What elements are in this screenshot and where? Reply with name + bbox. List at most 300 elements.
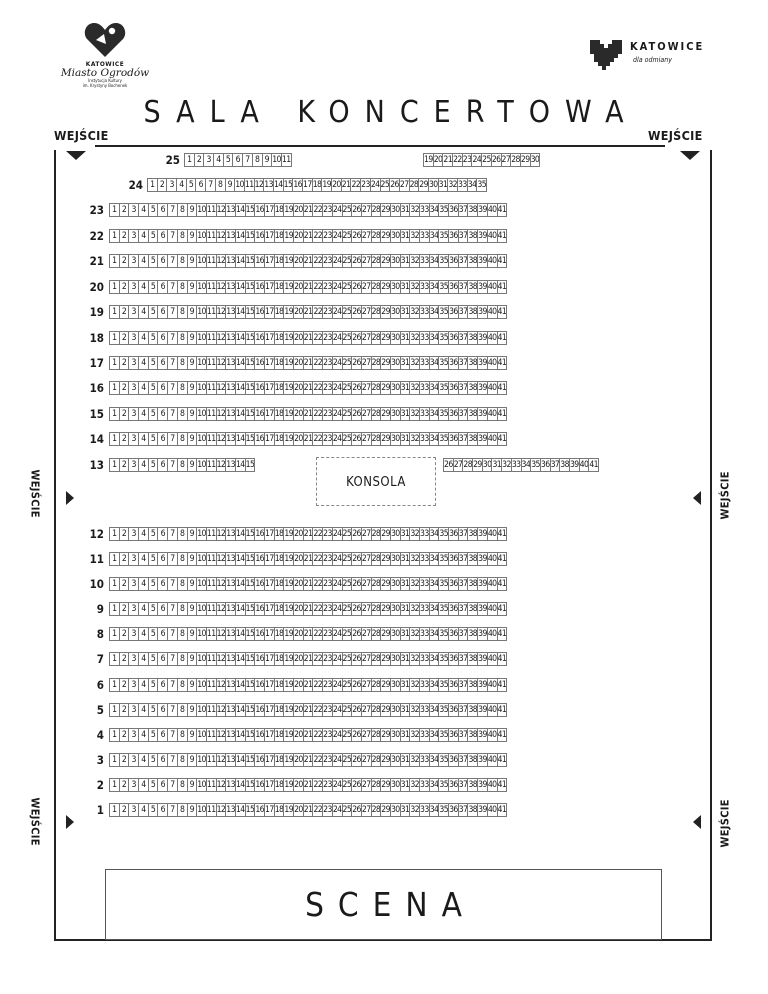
seat[interactable]: 33 [420, 554, 429, 564]
seat[interactable]: 30 [390, 256, 400, 266]
seat[interactable]: 3 [128, 602, 139, 616]
seat[interactable]: 4 [138, 254, 149, 268]
seat[interactable]: 35 [439, 654, 449, 664]
seat[interactable]: 23 [323, 554, 332, 564]
seat[interactable]: 12 [216, 554, 226, 564]
seat[interactable]: 6 [232, 153, 243, 167]
seat[interactable]: 17 [265, 333, 274, 343]
seat[interactable]: 1 [109, 381, 120, 395]
seat[interactable]: 26 [352, 579, 361, 589]
seat[interactable]: 39 [478, 231, 487, 241]
seat[interactable]: 11 [206, 554, 216, 564]
seat[interactable]: 7 [167, 753, 178, 767]
seat[interactable]: 40 [487, 358, 497, 368]
seat[interactable]: 20 [294, 755, 303, 765]
seat[interactable]: 28 [409, 180, 419, 190]
seat[interactable]: 38 [468, 629, 478, 639]
seat[interactable]: 20 [294, 434, 303, 444]
seat[interactable]: 2 [119, 432, 130, 446]
seat[interactable]: 37 [550, 460, 560, 470]
seat[interactable]: 37 [458, 205, 468, 215]
seat[interactable]: 5 [148, 331, 159, 345]
seat[interactable]: 35 [439, 231, 449, 241]
seat[interactable]: 15 [245, 680, 255, 690]
seat[interactable]: 30 [390, 434, 400, 444]
seat[interactable]: 39 [478, 705, 487, 715]
seat[interactable]: 18 [274, 654, 284, 664]
seat[interactable]: 7 [167, 381, 178, 395]
seat[interactable]: 3 [128, 407, 139, 421]
seat[interactable]: 12 [216, 680, 226, 690]
seat[interactable]: 6 [157, 728, 168, 742]
seat[interactable]: 4 [138, 728, 149, 742]
seat[interactable]: 22 [453, 155, 462, 165]
seat[interactable]: 40 [487, 705, 497, 715]
seat[interactable]: 24 [332, 529, 342, 539]
seat[interactable]: 4 [138, 703, 149, 717]
seat[interactable]: 30 [390, 307, 400, 317]
seat[interactable]: 14 [235, 307, 245, 317]
seat[interactable]: 13 [226, 383, 235, 393]
seat[interactable]: 38 [468, 205, 478, 215]
seat[interactable]: 22 [313, 205, 323, 215]
seat[interactable]: 14 [235, 579, 245, 589]
seat[interactable]: 41 [497, 205, 507, 215]
seat[interactable]: 26 [352, 755, 361, 765]
seat[interactable]: 22 [313, 333, 323, 343]
seat[interactable]: 25 [342, 383, 352, 393]
seat[interactable]: 39 [478, 383, 487, 393]
seat[interactable]: 29 [473, 460, 482, 470]
seat[interactable]: 3 [128, 432, 139, 446]
seat[interactable]: 30 [390, 529, 400, 539]
seat[interactable]: 6 [157, 407, 168, 421]
seat[interactable]: 31 [400, 554, 410, 564]
seat[interactable]: 36 [449, 730, 458, 740]
seat[interactable]: 28 [371, 333, 381, 343]
seat[interactable]: 32 [410, 730, 419, 740]
seat[interactable]: 38 [468, 307, 478, 317]
seat[interactable]: 16 [255, 805, 264, 815]
seat[interactable]: 8 [177, 778, 188, 792]
seat[interactable]: 33 [420, 256, 429, 266]
seat[interactable]: 27 [361, 205, 371, 215]
seat[interactable]: 1 [184, 153, 195, 167]
seat[interactable]: 28 [371, 755, 381, 765]
seat[interactable]: 26 [352, 205, 361, 215]
seat[interactable]: 33 [420, 654, 429, 664]
seat[interactable]: 40 [579, 460, 589, 470]
seat[interactable]: 27 [361, 358, 371, 368]
seat[interactable]: 26 [352, 680, 361, 690]
seat[interactable]: 33 [420, 705, 429, 715]
seat[interactable]: 40 [487, 256, 497, 266]
seat[interactable]: 12 [216, 434, 226, 444]
seat[interactable]: 3 [128, 678, 139, 692]
seat[interactable]: 23 [323, 579, 332, 589]
seat[interactable]: 17 [265, 383, 274, 393]
seat[interactable]: 21 [303, 780, 313, 790]
seat[interactable]: 23 [323, 231, 332, 241]
seat[interactable]: 36 [449, 755, 458, 765]
seat[interactable]: 6 [157, 527, 168, 541]
seat[interactable]: 10 [197, 205, 206, 215]
seat[interactable]: 23 [323, 730, 332, 740]
seat[interactable]: 8 [177, 203, 188, 217]
seat[interactable]: 23 [361, 180, 370, 190]
seat[interactable]: 17 [303, 180, 312, 190]
seat[interactable]: 3 [128, 577, 139, 591]
seat[interactable]: 26 [352, 604, 361, 614]
seat[interactable]: 2 [119, 678, 130, 692]
seat[interactable]: 41 [497, 755, 507, 765]
seat[interactable]: 23 [323, 604, 332, 614]
seat[interactable]: 25 [482, 155, 491, 165]
seat[interactable]: 2 [119, 728, 130, 742]
seat[interactable]: 15 [245, 434, 255, 444]
seat[interactable]: 19 [284, 629, 294, 639]
seat[interactable]: 31 [400, 256, 410, 266]
seat[interactable]: 8 [177, 280, 188, 294]
seat[interactable]: 32 [410, 333, 419, 343]
seat[interactable]: 22 [313, 383, 323, 393]
seat[interactable]: 17 [265, 805, 274, 815]
seat[interactable]: 38 [468, 780, 478, 790]
seat[interactable]: 10 [197, 529, 206, 539]
seat[interactable]: 29 [381, 409, 390, 419]
seat[interactable]: 6 [157, 203, 168, 217]
seat[interactable]: 33 [420, 383, 429, 393]
seat[interactable]: 20 [294, 205, 303, 215]
seat[interactable]: 3 [128, 728, 139, 742]
seat[interactable]: 21 [303, 409, 313, 419]
seat[interactable]: 18 [274, 358, 284, 368]
seat[interactable]: 25 [342, 256, 352, 266]
seat[interactable]: 2 [119, 254, 130, 268]
seat[interactable]: 21 [303, 529, 313, 539]
seat[interactable]: 2 [194, 153, 205, 167]
seat[interactable]: 13 [226, 434, 235, 444]
seat[interactable]: 12 [254, 180, 264, 190]
seat[interactable]: 6 [157, 803, 168, 817]
seat[interactable]: 16 [255, 409, 264, 419]
seat[interactable]: 30 [390, 730, 400, 740]
seat[interactable]: 34 [429, 205, 439, 215]
seat[interactable]: 22 [313, 409, 323, 419]
seat[interactable]: 31 [400, 730, 410, 740]
seat[interactable]: 7 [167, 229, 178, 243]
seat[interactable]: 14 [235, 805, 245, 815]
seat[interactable]: 3 [128, 627, 139, 641]
seat[interactable]: 37 [458, 680, 468, 690]
seat[interactable]: 19 [284, 654, 294, 664]
seat[interactable]: 21 [443, 155, 453, 165]
seat[interactable]: 24 [332, 780, 342, 790]
seat[interactable]: 35 [439, 780, 449, 790]
seat[interactable]: 22 [313, 705, 323, 715]
seat[interactable]: 18 [274, 730, 284, 740]
seat[interactable]: 37 [458, 434, 468, 444]
seat[interactable]: 9 [187, 527, 198, 541]
seat[interactable]: 39 [478, 282, 487, 292]
seat[interactable]: 20 [294, 529, 303, 539]
seat[interactable]: 8 [252, 153, 263, 167]
seat[interactable]: 41 [497, 282, 507, 292]
seat[interactable]: 10 [197, 780, 206, 790]
seat[interactable]: 22 [313, 307, 323, 317]
seat[interactable]: 13 [226, 579, 235, 589]
seat[interactable]: 37 [458, 231, 468, 241]
seat[interactable]: 7 [167, 728, 178, 742]
seat[interactable]: 29 [381, 434, 390, 444]
seat[interactable]: 8 [177, 803, 188, 817]
seat[interactable]: 30 [390, 654, 400, 664]
seat[interactable]: 30 [390, 705, 400, 715]
seat[interactable]: 3 [128, 458, 139, 472]
seat[interactable]: 26 [390, 180, 399, 190]
seat[interactable]: 27 [501, 155, 511, 165]
seat[interactable]: 17 [265, 256, 274, 266]
seat[interactable]: 38 [468, 529, 478, 539]
seat[interactable]: 38 [468, 604, 478, 614]
seat[interactable]: 1 [109, 627, 120, 641]
seat[interactable]: 36 [449, 554, 458, 564]
seat[interactable]: 39 [478, 680, 487, 690]
seat[interactable]: 5 [148, 803, 159, 817]
seat[interactable]: 2 [119, 652, 130, 666]
seat[interactable]: 41 [497, 654, 507, 664]
seat[interactable]: 11 [206, 705, 216, 715]
seat[interactable]: 9 [187, 356, 198, 370]
seat[interactable]: 39 [478, 780, 487, 790]
seat[interactable]: 9 [187, 703, 198, 717]
seat[interactable]: 34 [429, 705, 439, 715]
seat[interactable]: 25 [342, 629, 352, 639]
seat[interactable]: 39 [478, 434, 487, 444]
seat[interactable]: 18 [274, 680, 284, 690]
seat[interactable]: 35 [439, 409, 449, 419]
seat[interactable]: 25 [342, 529, 352, 539]
seat[interactable]: 35 [439, 282, 449, 292]
seat[interactable]: 18 [274, 205, 284, 215]
seat[interactable]: 24 [332, 231, 342, 241]
seat[interactable]: 34 [467, 180, 477, 190]
seat[interactable]: 36 [449, 358, 458, 368]
seat[interactable]: 1 [109, 552, 120, 566]
seat[interactable]: 40 [487, 730, 497, 740]
seat[interactable]: 22 [313, 730, 323, 740]
seat[interactable]: 40 [487, 554, 497, 564]
seat[interactable]: 32 [410, 358, 419, 368]
seat[interactable]: 32 [410, 231, 419, 241]
seat[interactable]: 40 [487, 780, 497, 790]
seat[interactable]: 11 [206, 604, 216, 614]
seat[interactable]: 10 [197, 680, 206, 690]
seat[interactable]: 28 [371, 529, 381, 539]
seat[interactable]: 30 [428, 180, 438, 190]
seat[interactable]: 31 [400, 805, 410, 815]
seat[interactable]: 3 [128, 803, 139, 817]
seat[interactable]: 39 [478, 805, 487, 815]
seat[interactable]: 32 [410, 780, 419, 790]
seat[interactable]: 14 [235, 680, 245, 690]
seat[interactable]: 21 [303, 231, 313, 241]
seat[interactable]: 8 [177, 407, 188, 421]
seat[interactable]: 34 [429, 358, 439, 368]
seat[interactable]: 27 [361, 780, 371, 790]
seat[interactable]: 31 [400, 780, 410, 790]
seat[interactable]: 10 [197, 434, 206, 444]
seat[interactable]: 6 [157, 678, 168, 692]
seat[interactable]: 22 [313, 604, 323, 614]
seat[interactable]: 26 [352, 231, 361, 241]
seat[interactable]: 4 [138, 407, 149, 421]
seat[interactable]: 31 [400, 755, 410, 765]
seat[interactable]: 31 [492, 460, 502, 470]
seat[interactable]: 29 [381, 604, 390, 614]
seat[interactable]: 21 [303, 705, 313, 715]
seat[interactable]: 19 [284, 434, 294, 444]
seat[interactable]: 27 [453, 460, 463, 470]
seat[interactable]: 28 [371, 805, 381, 815]
seat[interactable]: 38 [468, 231, 478, 241]
seat[interactable]: 3 [128, 203, 139, 217]
seat[interactable]: 29 [381, 554, 390, 564]
seat[interactable]: 6 [157, 305, 168, 319]
seat[interactable]: 35 [439, 205, 449, 215]
seat[interactable]: 16 [255, 680, 264, 690]
seat[interactable]: 5 [148, 627, 159, 641]
seat[interactable]: 40 [487, 805, 497, 815]
seat[interactable]: 14 [235, 705, 245, 715]
seat[interactable]: 28 [371, 409, 381, 419]
seat[interactable]: 29 [381, 805, 390, 815]
seat[interactable]: 34 [429, 231, 439, 241]
seat[interactable]: 10 [197, 705, 206, 715]
seat[interactable]: 22 [313, 629, 323, 639]
seat[interactable]: 17 [265, 231, 274, 241]
seat[interactable]: 5 [148, 552, 159, 566]
seat[interactable]: 21 [303, 604, 313, 614]
seat[interactable]: 27 [361, 383, 371, 393]
seat[interactable]: 8 [177, 381, 188, 395]
seat[interactable]: 39 [478, 256, 487, 266]
seat[interactable]: 6 [157, 703, 168, 717]
seat[interactable]: 6 [195, 178, 206, 192]
seat[interactable]: 20 [294, 231, 303, 241]
seat[interactable]: 13 [226, 529, 235, 539]
seat[interactable]: 9 [187, 280, 198, 294]
seat[interactable]: 14 [235, 256, 245, 266]
seat[interactable]: 34 [429, 409, 439, 419]
seat[interactable]: 33 [420, 629, 429, 639]
seat[interactable]: 32 [410, 205, 419, 215]
seat[interactable]: 22 [313, 680, 323, 690]
seat[interactable]: 18 [274, 256, 284, 266]
seat[interactable]: 30 [390, 205, 400, 215]
seat[interactable]: 29 [381, 383, 390, 393]
seat[interactable]: 10 [197, 409, 206, 419]
seat[interactable]: 4 [138, 527, 149, 541]
seat[interactable]: 5 [148, 458, 159, 472]
seat[interactable]: 6 [157, 652, 168, 666]
seat[interactable]: 8 [215, 178, 226, 192]
seat[interactable]: 20 [294, 307, 303, 317]
seat[interactable]: 9 [187, 432, 198, 446]
seat[interactable]: 19 [424, 155, 433, 165]
seat[interactable]: 2 [119, 280, 130, 294]
seat[interactable]: 35 [439, 755, 449, 765]
seat[interactable]: 41 [497, 705, 507, 715]
seat[interactable]: 40 [487, 333, 497, 343]
seat[interactable]: 13 [226, 805, 235, 815]
seat[interactable]: 37 [458, 604, 468, 614]
seat[interactable]: 11 [206, 307, 216, 317]
seat[interactable]: 20 [294, 654, 303, 664]
seat[interactable]: 41 [497, 307, 507, 317]
seat[interactable]: 13 [226, 256, 235, 266]
seat[interactable]: 24 [332, 409, 342, 419]
seat[interactable]: 36 [449, 654, 458, 664]
seat[interactable]: 37 [458, 529, 468, 539]
seat[interactable]: 30 [390, 680, 400, 690]
seat[interactable]: 39 [478, 307, 487, 317]
seat[interactable]: 34 [429, 780, 439, 790]
seat[interactable]: 33 [420, 409, 429, 419]
seat[interactable]: 11 [206, 529, 216, 539]
seat[interactable]: 14 [235, 604, 245, 614]
seat[interactable]: 25 [342, 409, 352, 419]
seat[interactable]: 26 [444, 460, 453, 470]
seat[interactable]: 13 [226, 780, 235, 790]
seat[interactable]: 41 [497, 383, 507, 393]
seat[interactable]: 5 [148, 432, 159, 446]
seat[interactable]: 7 [167, 527, 178, 541]
seat[interactable]: 31 [400, 529, 410, 539]
seat[interactable]: 25 [342, 231, 352, 241]
seat[interactable]: 29 [381, 730, 390, 740]
seat[interactable]: 36 [449, 705, 458, 715]
seat[interactable]: 23 [323, 705, 332, 715]
seat[interactable]: 9 [187, 778, 198, 792]
seat[interactable]: 24 [332, 805, 342, 815]
seat[interactable]: 20 [294, 805, 303, 815]
seat[interactable]: 30 [390, 805, 400, 815]
seat[interactable]: 33 [420, 529, 429, 539]
seat[interactable]: 30 [390, 358, 400, 368]
seat[interactable]: 10 [197, 730, 206, 740]
seat[interactable]: 7 [167, 703, 178, 717]
seat[interactable]: 18 [274, 629, 284, 639]
seat[interactable]: 19 [284, 780, 294, 790]
seat[interactable]: 41 [497, 730, 507, 740]
seat[interactable]: 35 [439, 358, 449, 368]
seat[interactable]: 17 [265, 730, 274, 740]
seat[interactable]: 1 [109, 254, 120, 268]
seat[interactable]: 13 [226, 755, 235, 765]
seat[interactable]: 4 [138, 753, 149, 767]
seat[interactable]: 33 [420, 755, 429, 765]
seat[interactable]: 18 [274, 529, 284, 539]
seat[interactable]: 3 [128, 652, 139, 666]
seat[interactable]: 29 [381, 680, 390, 690]
seat[interactable]: 25 [342, 730, 352, 740]
seat[interactable]: 35 [477, 180, 487, 190]
seat[interactable]: 41 [497, 579, 507, 589]
seat[interactable]: 4 [138, 602, 149, 616]
seat[interactable]: 26 [352, 383, 361, 393]
seat[interactable]: 14 [235, 780, 245, 790]
